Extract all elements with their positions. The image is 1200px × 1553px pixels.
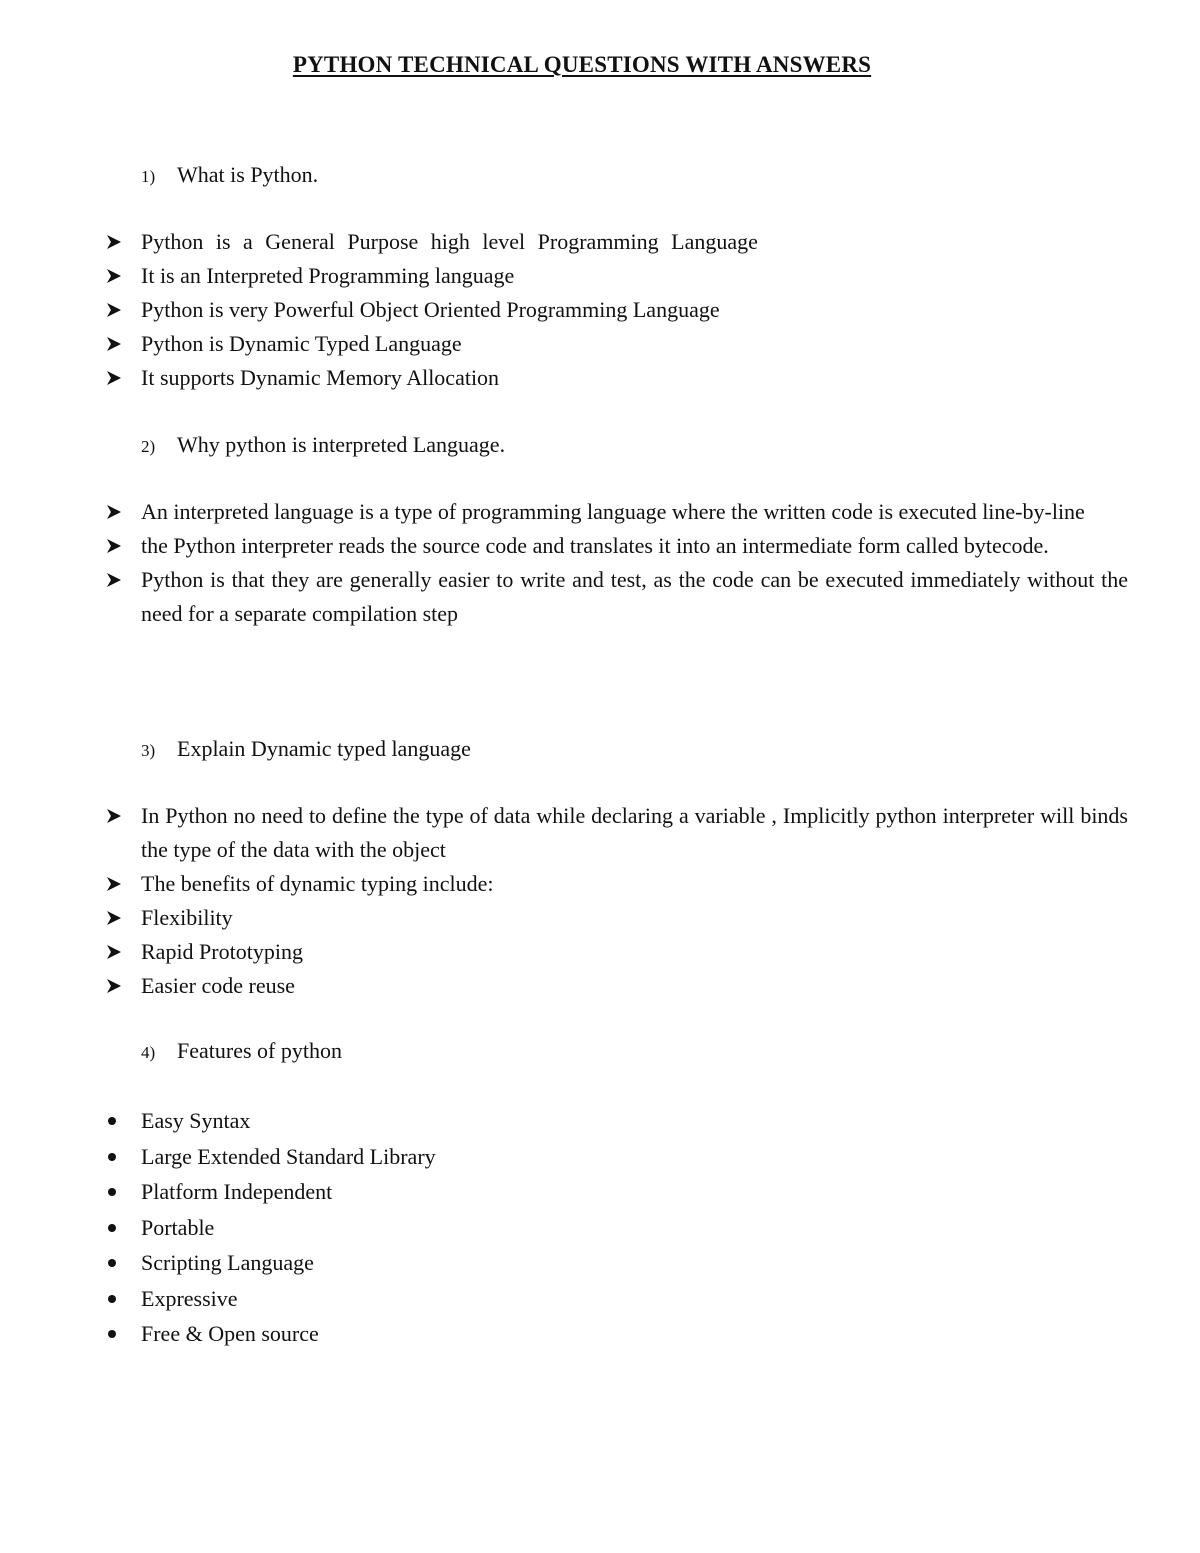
question-2 bbox=[141, 428, 505, 464]
answer-list-2 bbox=[0, 495, 1128, 631]
question-text: Features of python bbox=[177, 1038, 342, 1063]
arrowhead-bullet-icon bbox=[106, 504, 122, 520]
question-3 bbox=[141, 732, 471, 768]
round-bullet-icon bbox=[108, 1117, 116, 1125]
round-bullet-icon bbox=[108, 1224, 116, 1232]
arrowhead-bullet-icon bbox=[106, 910, 122, 926]
list-item: Large Extended Standard Library bbox=[0, 1139, 436, 1175]
list-item: In Python no need to define the type of data while declaring a variable , Implicitly python interpreter will binds the type of the data with the object bbox=[0, 799, 1128, 867]
list-item: Python is a General Purpose high level Programming Language bbox=[0, 225, 1128, 259]
arrowhead-bullet-icon bbox=[106, 978, 122, 994]
answer-list-3 bbox=[0, 799, 1128, 1003]
question-number: 1) bbox=[141, 167, 156, 186]
arrowhead-bullet-icon bbox=[106, 336, 122, 352]
question-text: What is Python. bbox=[177, 162, 319, 187]
question-4 bbox=[141, 1034, 342, 1070]
arrowhead-bullet-icon bbox=[106, 538, 122, 554]
question-number: 3) bbox=[141, 741, 156, 760]
list-item: Portable bbox=[0, 1210, 436, 1246]
list-item: It supports Dynamic Memory Allocation bbox=[0, 361, 1128, 395]
list-item: the Python interpreter reads the source code and translates it into an intermediate form called bytecode. bbox=[0, 529, 1128, 563]
arrowhead-bullet-icon bbox=[106, 808, 122, 824]
list-item: The benefits of dynamic typing include: bbox=[0, 867, 1128, 901]
list-item: An interpreted language is a type of programming language where the written code is executed line-by-line bbox=[0, 495, 1128, 529]
round-bullet-icon bbox=[108, 1153, 116, 1161]
question-text: Explain Dynamic typed language bbox=[177, 736, 471, 761]
list-item: Flexibility bbox=[0, 901, 1128, 935]
round-bullet-icon bbox=[108, 1295, 116, 1303]
list-item: Expressive bbox=[0, 1281, 436, 1317]
arrowhead-bullet-icon bbox=[106, 268, 122, 284]
question-1 bbox=[141, 158, 318, 194]
round-bullet-icon bbox=[108, 1330, 116, 1338]
list-item: Easy Syntax bbox=[0, 1103, 436, 1139]
round-bullet-icon bbox=[108, 1188, 116, 1196]
arrowhead-bullet-icon bbox=[106, 944, 122, 960]
list-item: It is an Interpreted Programming language bbox=[0, 259, 1128, 293]
list-item: Easier code reuse bbox=[0, 969, 1128, 1003]
round-bullet-icon bbox=[108, 1259, 116, 1267]
question-number: 2) bbox=[141, 437, 156, 456]
list-item: Rapid Prototyping bbox=[0, 935, 1128, 969]
arrowhead-bullet-icon bbox=[106, 572, 122, 588]
arrowhead-bullet-icon bbox=[106, 302, 122, 318]
arrowhead-bullet-icon bbox=[106, 370, 122, 386]
arrowhead-bullet-icon bbox=[106, 876, 122, 892]
question-number: 4) bbox=[141, 1043, 156, 1062]
list-item: Python is very Powerful Object Oriented Programming Language bbox=[0, 293, 1128, 327]
list-item: Scripting Language bbox=[0, 1245, 436, 1281]
list-item: Platform Independent bbox=[0, 1174, 436, 1210]
list-item: Free & Open source bbox=[0, 1316, 436, 1352]
list-item: Python is Dynamic Typed Language bbox=[0, 327, 1128, 361]
arrowhead-bullet-icon bbox=[106, 234, 122, 250]
list-item: Python is that they are generally easier to write and test, as the code can be executed immediately without the need for a separate compilation step bbox=[0, 563, 1128, 631]
question-text: Why python is interpreted Language. bbox=[177, 432, 506, 457]
answer-list-1 bbox=[0, 225, 1128, 395]
answer-list-4 bbox=[0, 1103, 436, 1352]
document-title: PYTHON TECHNICAL QUESTIONS WITH ANSWERS bbox=[292, 52, 872, 77]
